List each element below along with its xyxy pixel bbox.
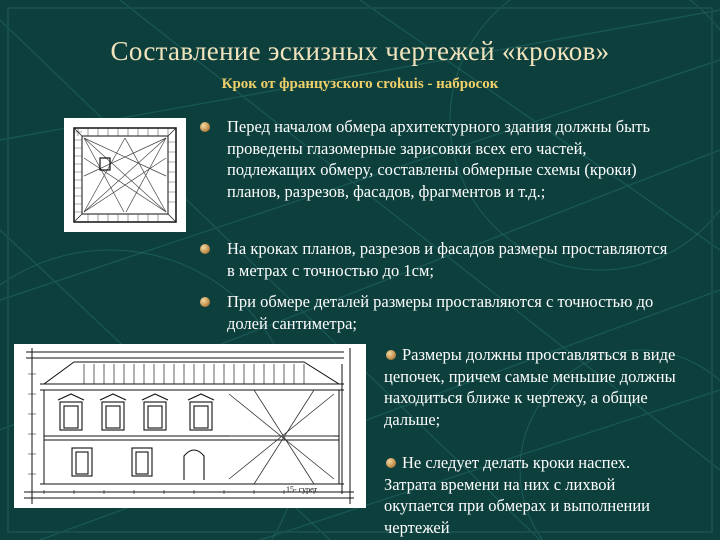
bullet-marker-icon xyxy=(386,350,396,360)
bullet-marker-icon xyxy=(200,297,210,307)
facade-sketch-image xyxy=(14,344,366,508)
slide-subtitle: Крок от французского crokuis - набросок xyxy=(221,76,499,92)
bullet-text: На кроках планов, разрезов и фасадов размеры проставляются в метрах с точностью до 1см; xyxy=(227,239,668,280)
bullet-item xyxy=(200,291,670,334)
bullet-text: Размеры должны проставляться в виде цепочек, причем самые меньшие должны находиться ближе к чертежу, а общие дальше; xyxy=(384,345,676,429)
bullet-item xyxy=(200,116,670,202)
bullet-item xyxy=(384,452,684,538)
figure-label: 15- сурет xyxy=(286,485,318,494)
bullet-text: Перед началом обмера архитектурного здания должны быть проведены глазомерные зарисовки всех его частей, подлежащих обмеру, составлены обмерные схемы (кроки) планов, разрезов, фасадов, фрагментов и т.д.; xyxy=(227,117,650,201)
slide-title: Составление эскизных чертежей «кроков» xyxy=(110,36,610,66)
bullet-marker-icon xyxy=(386,458,396,468)
bullet-marker-icon xyxy=(200,244,210,254)
bullet-text: Не следует делать кроки наспех. Затрата времени на них с лихвой окупается при обмерах и выполнении чертежей xyxy=(384,453,651,537)
bullet-marker-icon xyxy=(200,122,210,132)
plan-sketch-image xyxy=(64,118,186,232)
bullet-item xyxy=(200,238,670,281)
bullet-item xyxy=(384,344,684,430)
bullet-text: При обмере деталей размеры проставляются с точностью до долей сантиметра; xyxy=(227,292,654,333)
